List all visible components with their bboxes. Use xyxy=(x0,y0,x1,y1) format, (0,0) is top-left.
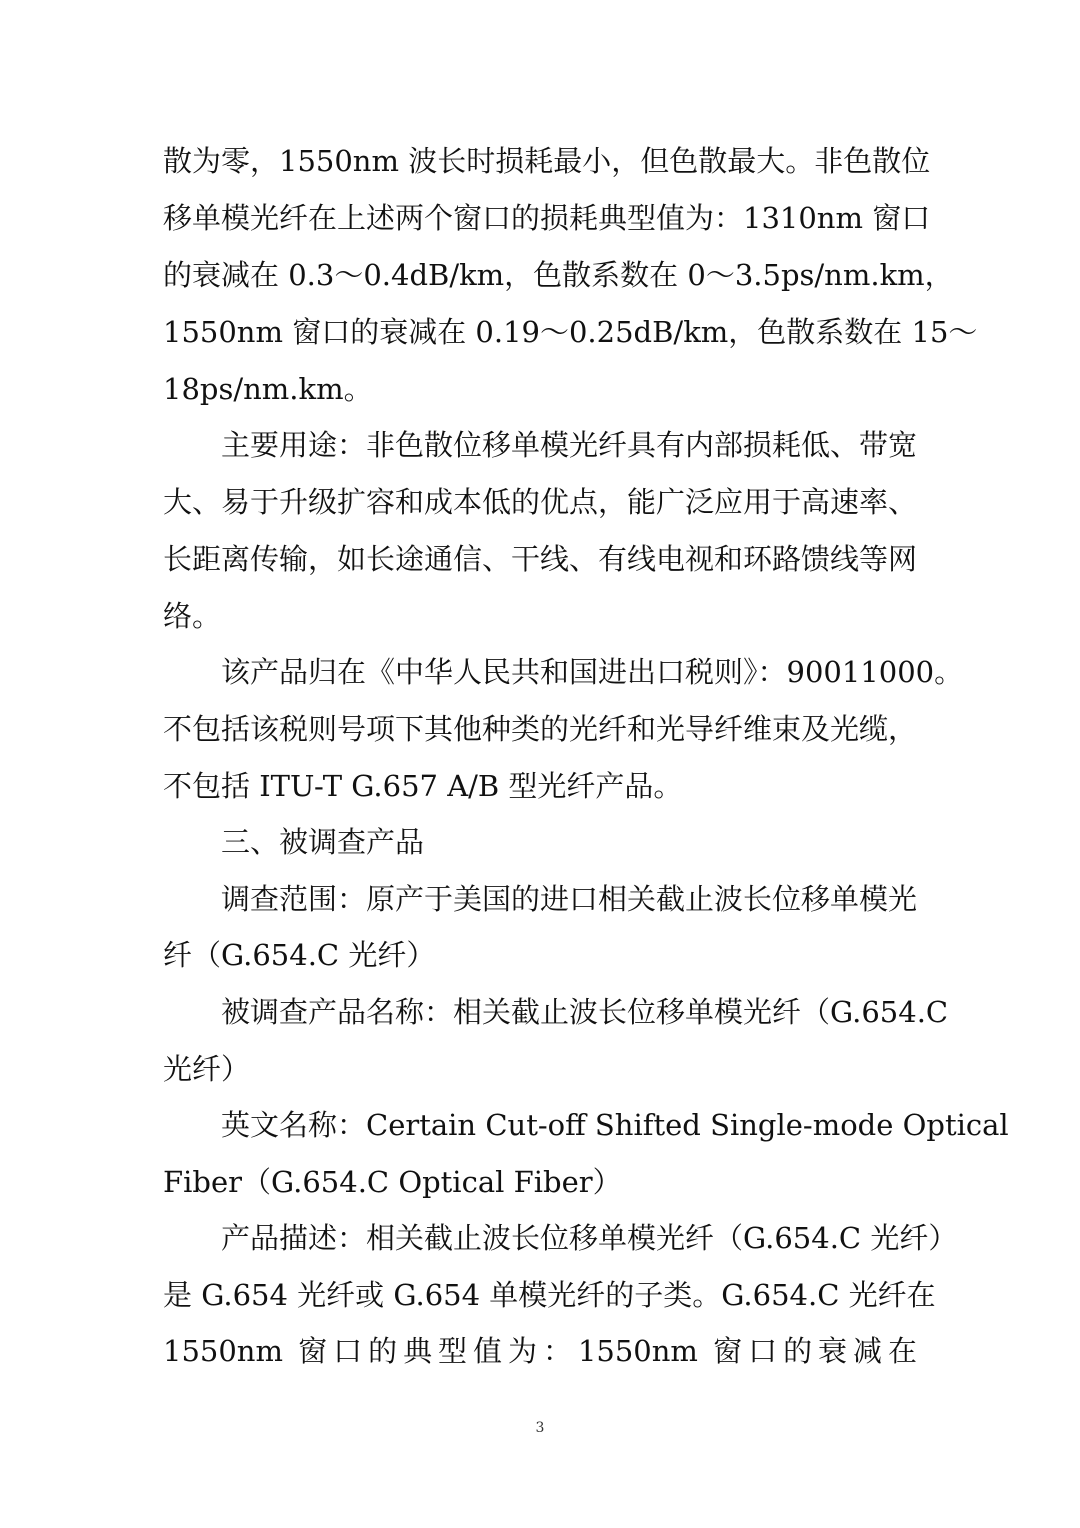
text-line-19: Fiber（G.654.C Optical Fiber） xyxy=(163,1165,622,1199)
text-line-14: 调查范围：原产于美国的进口相关截止波长位移单模光 xyxy=(221,882,918,916)
text-line-4: 1550nm 窗口的衰减在 0.19～0.25dB/km，色散系数在 15～ xyxy=(163,315,978,349)
text-line-9: 络。 xyxy=(163,599,222,633)
text-line-6: 主要用途：非色散位移单模光纤具有内部损耗低、带宽 xyxy=(221,428,918,462)
text-line-11: 不包括该税则号项下其他种类的光纤和光导纤维束及光缆， xyxy=(163,712,918,746)
text-line-12: 不包括 ITU-T G.657 A/B 型光纤产品。 xyxy=(163,769,683,803)
section-heading: 三、被调查产品 xyxy=(221,825,425,859)
text-line-17: 光纤） xyxy=(163,1052,251,1086)
text-line-3: 的衰减在 0.3～0.4dB/km，色散系数在 0～3.5ps/nm.km， xyxy=(163,258,954,292)
text-line-16: 被调查产品名称：相关截止波长位移单模光纤（G.654.C xyxy=(221,995,949,1029)
text-line-15: 纤（G.654.C 光纤） xyxy=(163,938,436,972)
text-line-2: 移单模光纤在上述两个窗口的损耗典型值为：1310nm 窗口 xyxy=(163,201,931,235)
text-line-18: 英文名称：Certain Cut-off Shifted Single-mode Optical xyxy=(221,1108,1009,1142)
text-line-10: 该产品归在《中华人民共和国进出口税则》：90011000。 xyxy=(221,655,964,689)
text-line-8: 长距离传输，如长途通信、干线、有线电视和环路馈线等网 xyxy=(163,542,918,576)
text-line-7: 大、易于升级扩容和成本低的优点，能广泛应用于高速率、 xyxy=(163,485,918,519)
page-number: 3 xyxy=(535,1420,545,1436)
text-line-22: 1550nm 窗口的典型值为：1550nm 窗口的衰减在 xyxy=(163,1334,917,1368)
text-line-20: 产品描述：相关截止波长位移单模光纤（G.654.C 光纤） xyxy=(221,1221,958,1255)
text-line-21: 是 G.654 光纤或 G.654 单模光纤的子类。G.654.C 光纤在 xyxy=(163,1278,936,1312)
text-line-1: 散为零，1550nm 波长时损耗最小，但色散最大。非色散位 xyxy=(163,144,931,178)
text-line-5: 18ps/nm.km。 xyxy=(163,372,373,406)
